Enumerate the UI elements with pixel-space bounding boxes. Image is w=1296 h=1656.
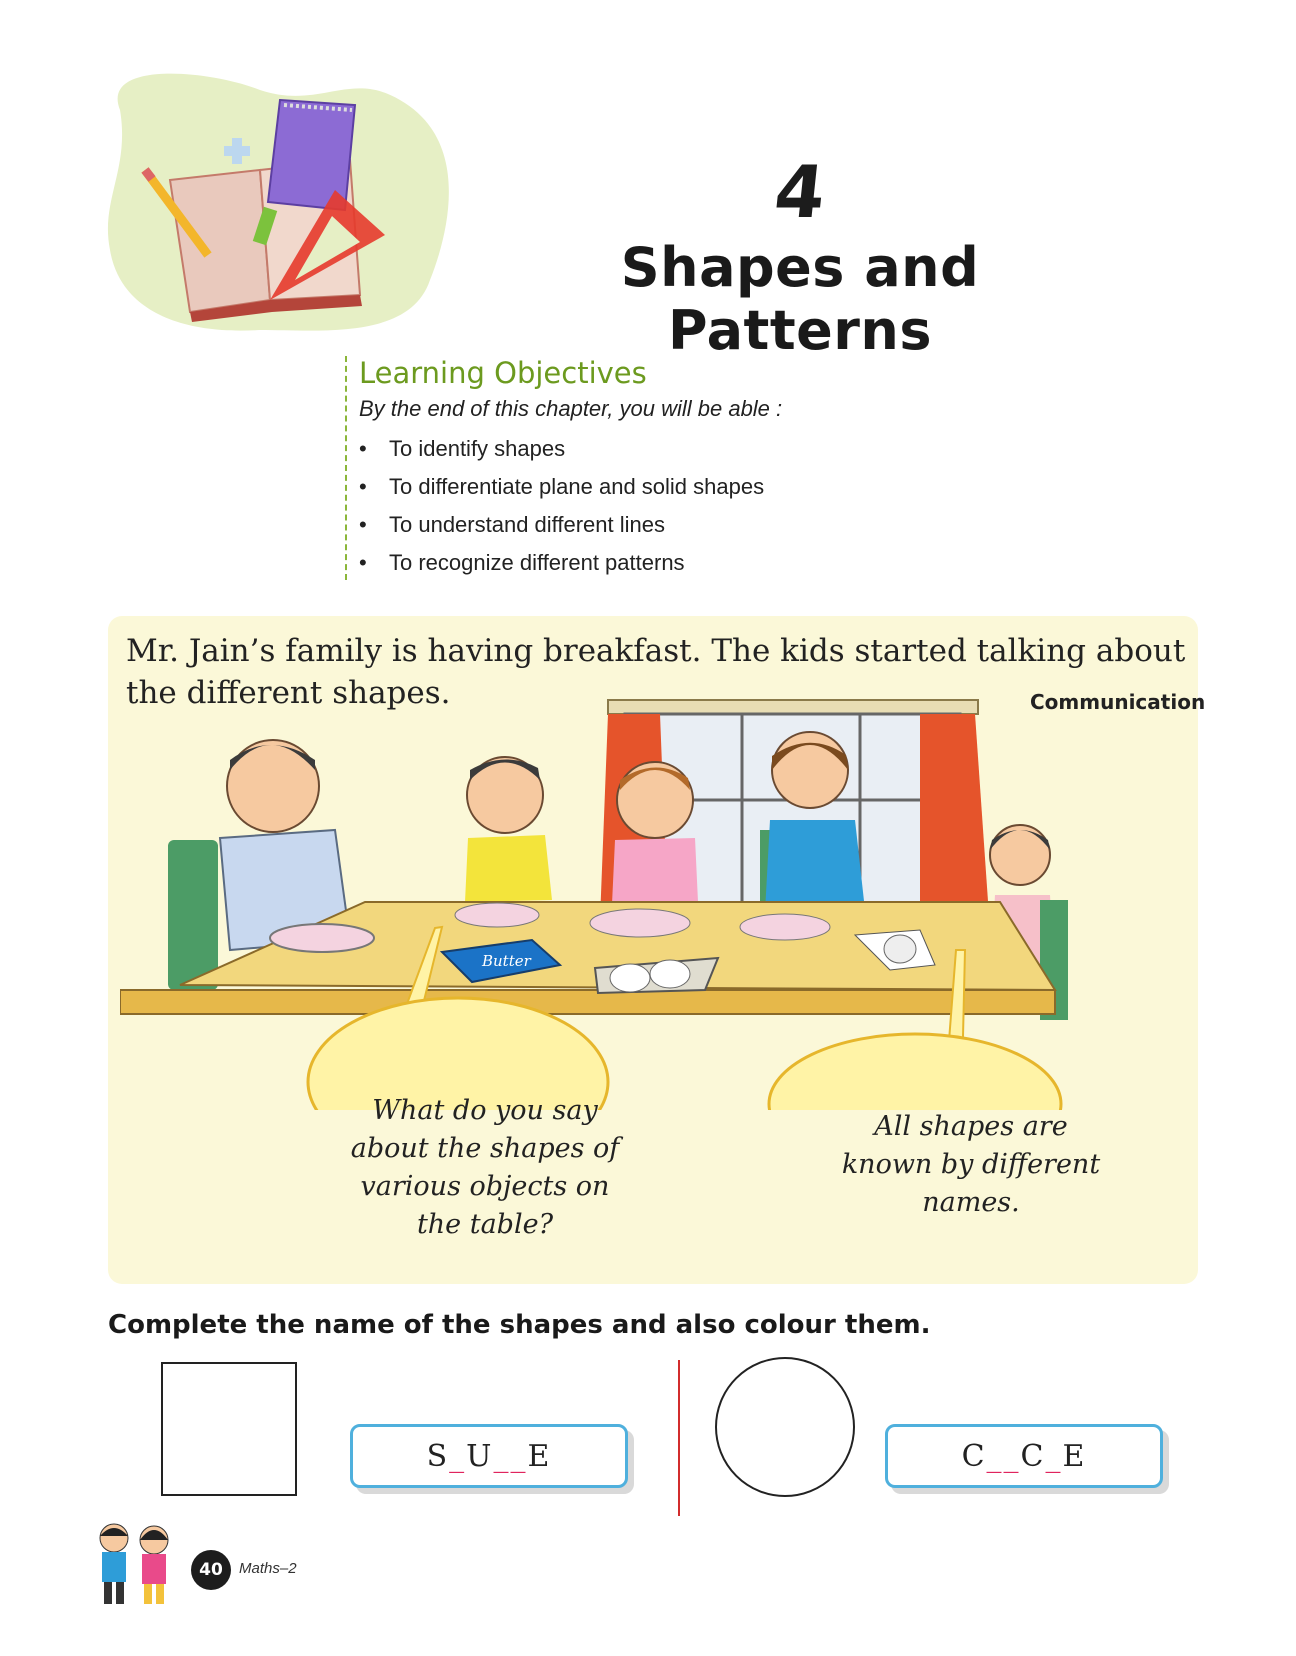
book-name: Maths–2 (239, 1560, 297, 1577)
circle-shape[interactable] (715, 1357, 855, 1497)
page-number-badge: 40 (191, 1550, 231, 1590)
objective-text: To understand different lines (389, 512, 665, 537)
letter-blank[interactable]: _ (1003, 1438, 1021, 1474)
objectives-heading: Learning Objectives (359, 356, 647, 390)
boy-figure (465, 757, 552, 902)
word-answer-box-2[interactable] (885, 1424, 1163, 1488)
stationery-illustration (90, 50, 470, 350)
letter: U (466, 1438, 494, 1474)
speech-bubble-2-text: All shapes are known by different names. (841, 1111, 1101, 1218)
objective-text: To differentiate plane and solid shapes (389, 474, 765, 499)
letter-blank[interactable]: _ (493, 1438, 511, 1474)
story-text: Mr. Jain’s family is having breakfast. The kids started talking about the different shapes. (126, 633, 1186, 711)
letter: C (1020, 1438, 1046, 1474)
chapter-title: Shapes and Patterns (620, 236, 980, 362)
word-answer-box-1[interactable] (350, 1424, 628, 1488)
objective-item: • To identify shapes (359, 430, 919, 468)
objective-item: • To differentiate plane and solid shapes (359, 468, 919, 506)
notepad-icon (268, 100, 355, 210)
exercise-instruction: Complete the name of the shapes and also colour them. (108, 1310, 931, 1340)
objective-item: • To recognize different patterns (359, 544, 919, 582)
objectives-list (359, 430, 919, 582)
communication-tag: Communication (1030, 690, 1206, 714)
kids-mascot-icon (84, 1518, 184, 1610)
letter-blank[interactable]: _ (449, 1438, 467, 1474)
letter: S (426, 1438, 450, 1474)
letter-blank[interactable]: _ (510, 1438, 528, 1474)
objective-text: To recognize different patterns (389, 550, 685, 575)
letter-blank[interactable]: _ (986, 1438, 1004, 1474)
chapter-number: 4 (770, 150, 830, 234)
letter: E (1062, 1438, 1087, 1474)
exercise-divider (678, 1360, 680, 1516)
letter: E (527, 1438, 552, 1474)
square-shape[interactable] (161, 1362, 297, 1496)
letter: C (961, 1438, 987, 1474)
breakfast-scene-illustration (120, 690, 1130, 1110)
butter-label: Butter (482, 952, 531, 970)
objectives-intro: By the end of this chapter, you will be able : (359, 396, 783, 421)
speech-bubble-1-text: What do you say about the shapes of various objects on the table? (350, 1095, 620, 1240)
letter-blank[interactable]: _ (1045, 1438, 1063, 1474)
learning-objectives (345, 356, 919, 580)
objective-text: To identify shapes (389, 436, 566, 461)
objective-item: • To understand different lines (359, 506, 919, 544)
